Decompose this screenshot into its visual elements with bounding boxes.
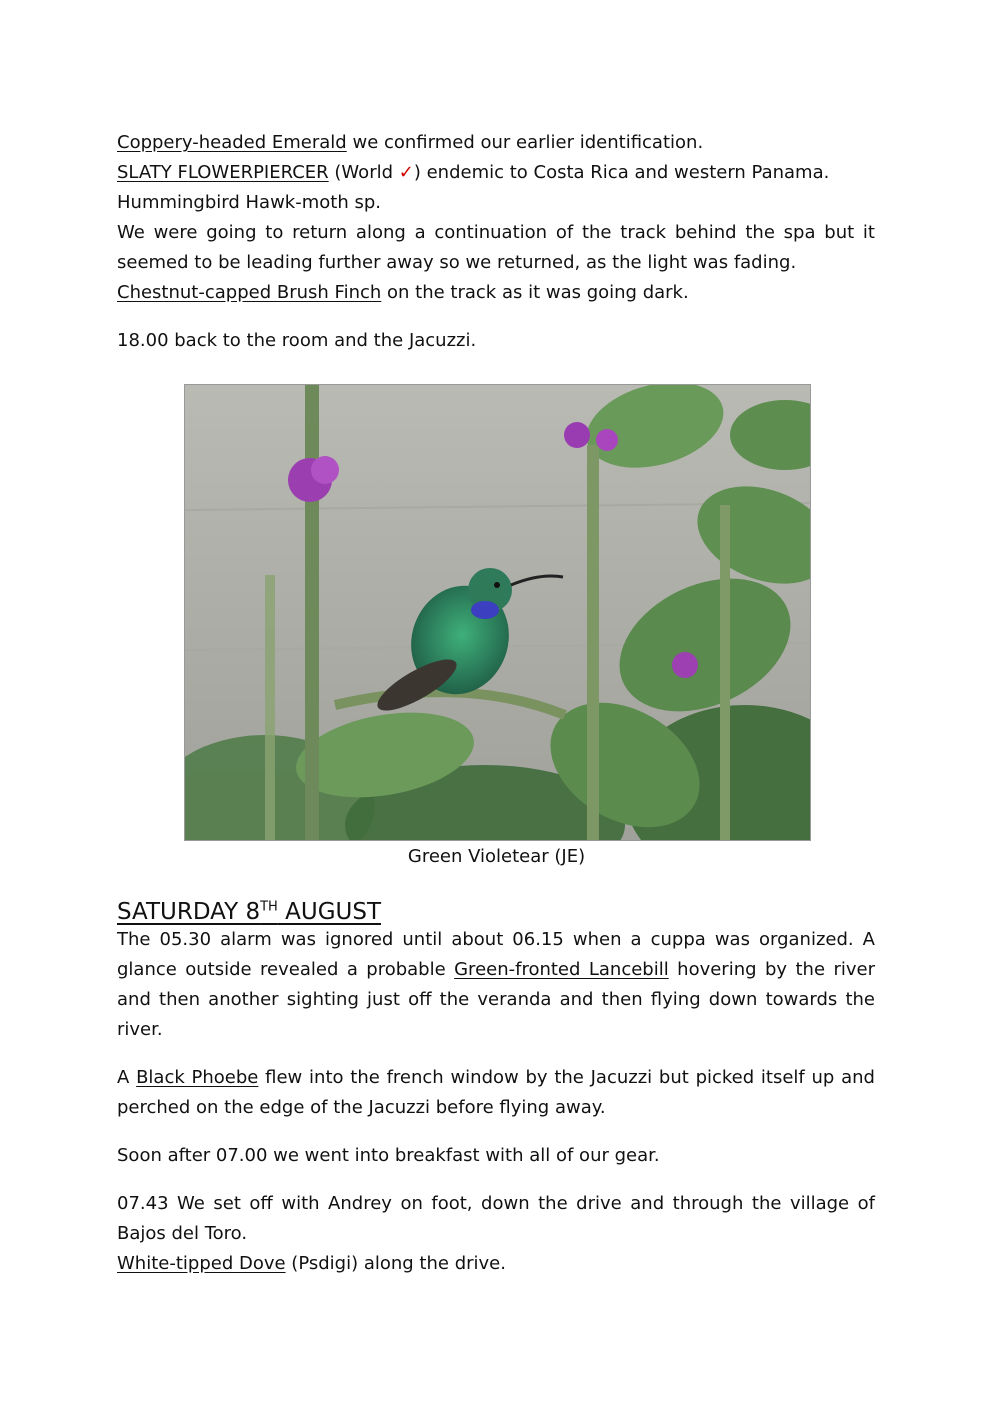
- time-entry: 18.00 back to the room and the Jacuzzi.: [117, 330, 477, 351]
- check-mark-icon: ✓: [398, 162, 414, 183]
- sighting-text: on the track as it was going dark.: [381, 282, 689, 303]
- species-name: Chestnut-capped Brush Finch: [117, 282, 382, 303]
- species-name: Green-fronted Lancebill: [454, 959, 669, 980]
- species-name: SLATY FLOWERPIERCER: [117, 162, 329, 183]
- species-name: Coppery-headed Emerald: [117, 132, 347, 153]
- paragraph: [117, 1063, 875, 1123]
- paragraph-text: flew into the french window by the Jacuzzi but picked itself up and perched on the edge of the Jacuzzi before flying away.: [117, 1067, 875, 1118]
- sighting-line: Hummingbird Hawk-moth sp.: [117, 192, 381, 213]
- paragraph-text: hovering by the river and then another sighting just off the veranda and then flying down towards the river.: [117, 959, 875, 1040]
- intro-block: [117, 128, 875, 356]
- sighting-line: [117, 128, 875, 158]
- hummingbird-photo: [184, 384, 811, 841]
- sighting-text: (World: [328, 162, 399, 183]
- section-heading: [117, 891, 381, 928]
- sighting-line: [117, 158, 875, 188]
- species-name: White-tipped Dove: [117, 1253, 286, 1274]
- heading-superscript: TH: [260, 899, 278, 914]
- paragraph: Soon after 07.00 we went into breakfast with all of our gear.: [117, 1145, 660, 1166]
- sighting-text: we confirmed our earlier identification.: [346, 132, 704, 153]
- sighting-line: [117, 1249, 875, 1279]
- narrative-text: We were going to return along a continuation of the track behind the spa but it seemed to be leading further away so we returned, as the light was fading.: [117, 222, 875, 273]
- photo-illustration: [185, 385, 810, 840]
- photo-caption: Green Violetear (JE): [407, 846, 586, 867]
- paragraph: [117, 925, 875, 1045]
- sighting-text: (Psdigi) along the drive.: [285, 1253, 506, 1274]
- body-block: [117, 925, 875, 1279]
- paragraph-text: A: [117, 1067, 137, 1088]
- paragraph-text: The 05.30 alarm was ignored until about 06.15 when a cuppa was organized. A glance outside revealed a probable: [117, 929, 875, 980]
- heading-text: SATURDAY 8: [117, 898, 261, 925]
- paragraph: 07.43 We set off with Andrey on foot, down the drive and through the village of Bajos del Toro.: [117, 1193, 875, 1244]
- sighting-text: ) endemic to Costa Rica and western Panama.: [413, 162, 830, 183]
- heading-text: AUGUST: [277, 898, 381, 925]
- sighting-line: [117, 278, 875, 308]
- species-name: Black Phoebe: [136, 1067, 259, 1088]
